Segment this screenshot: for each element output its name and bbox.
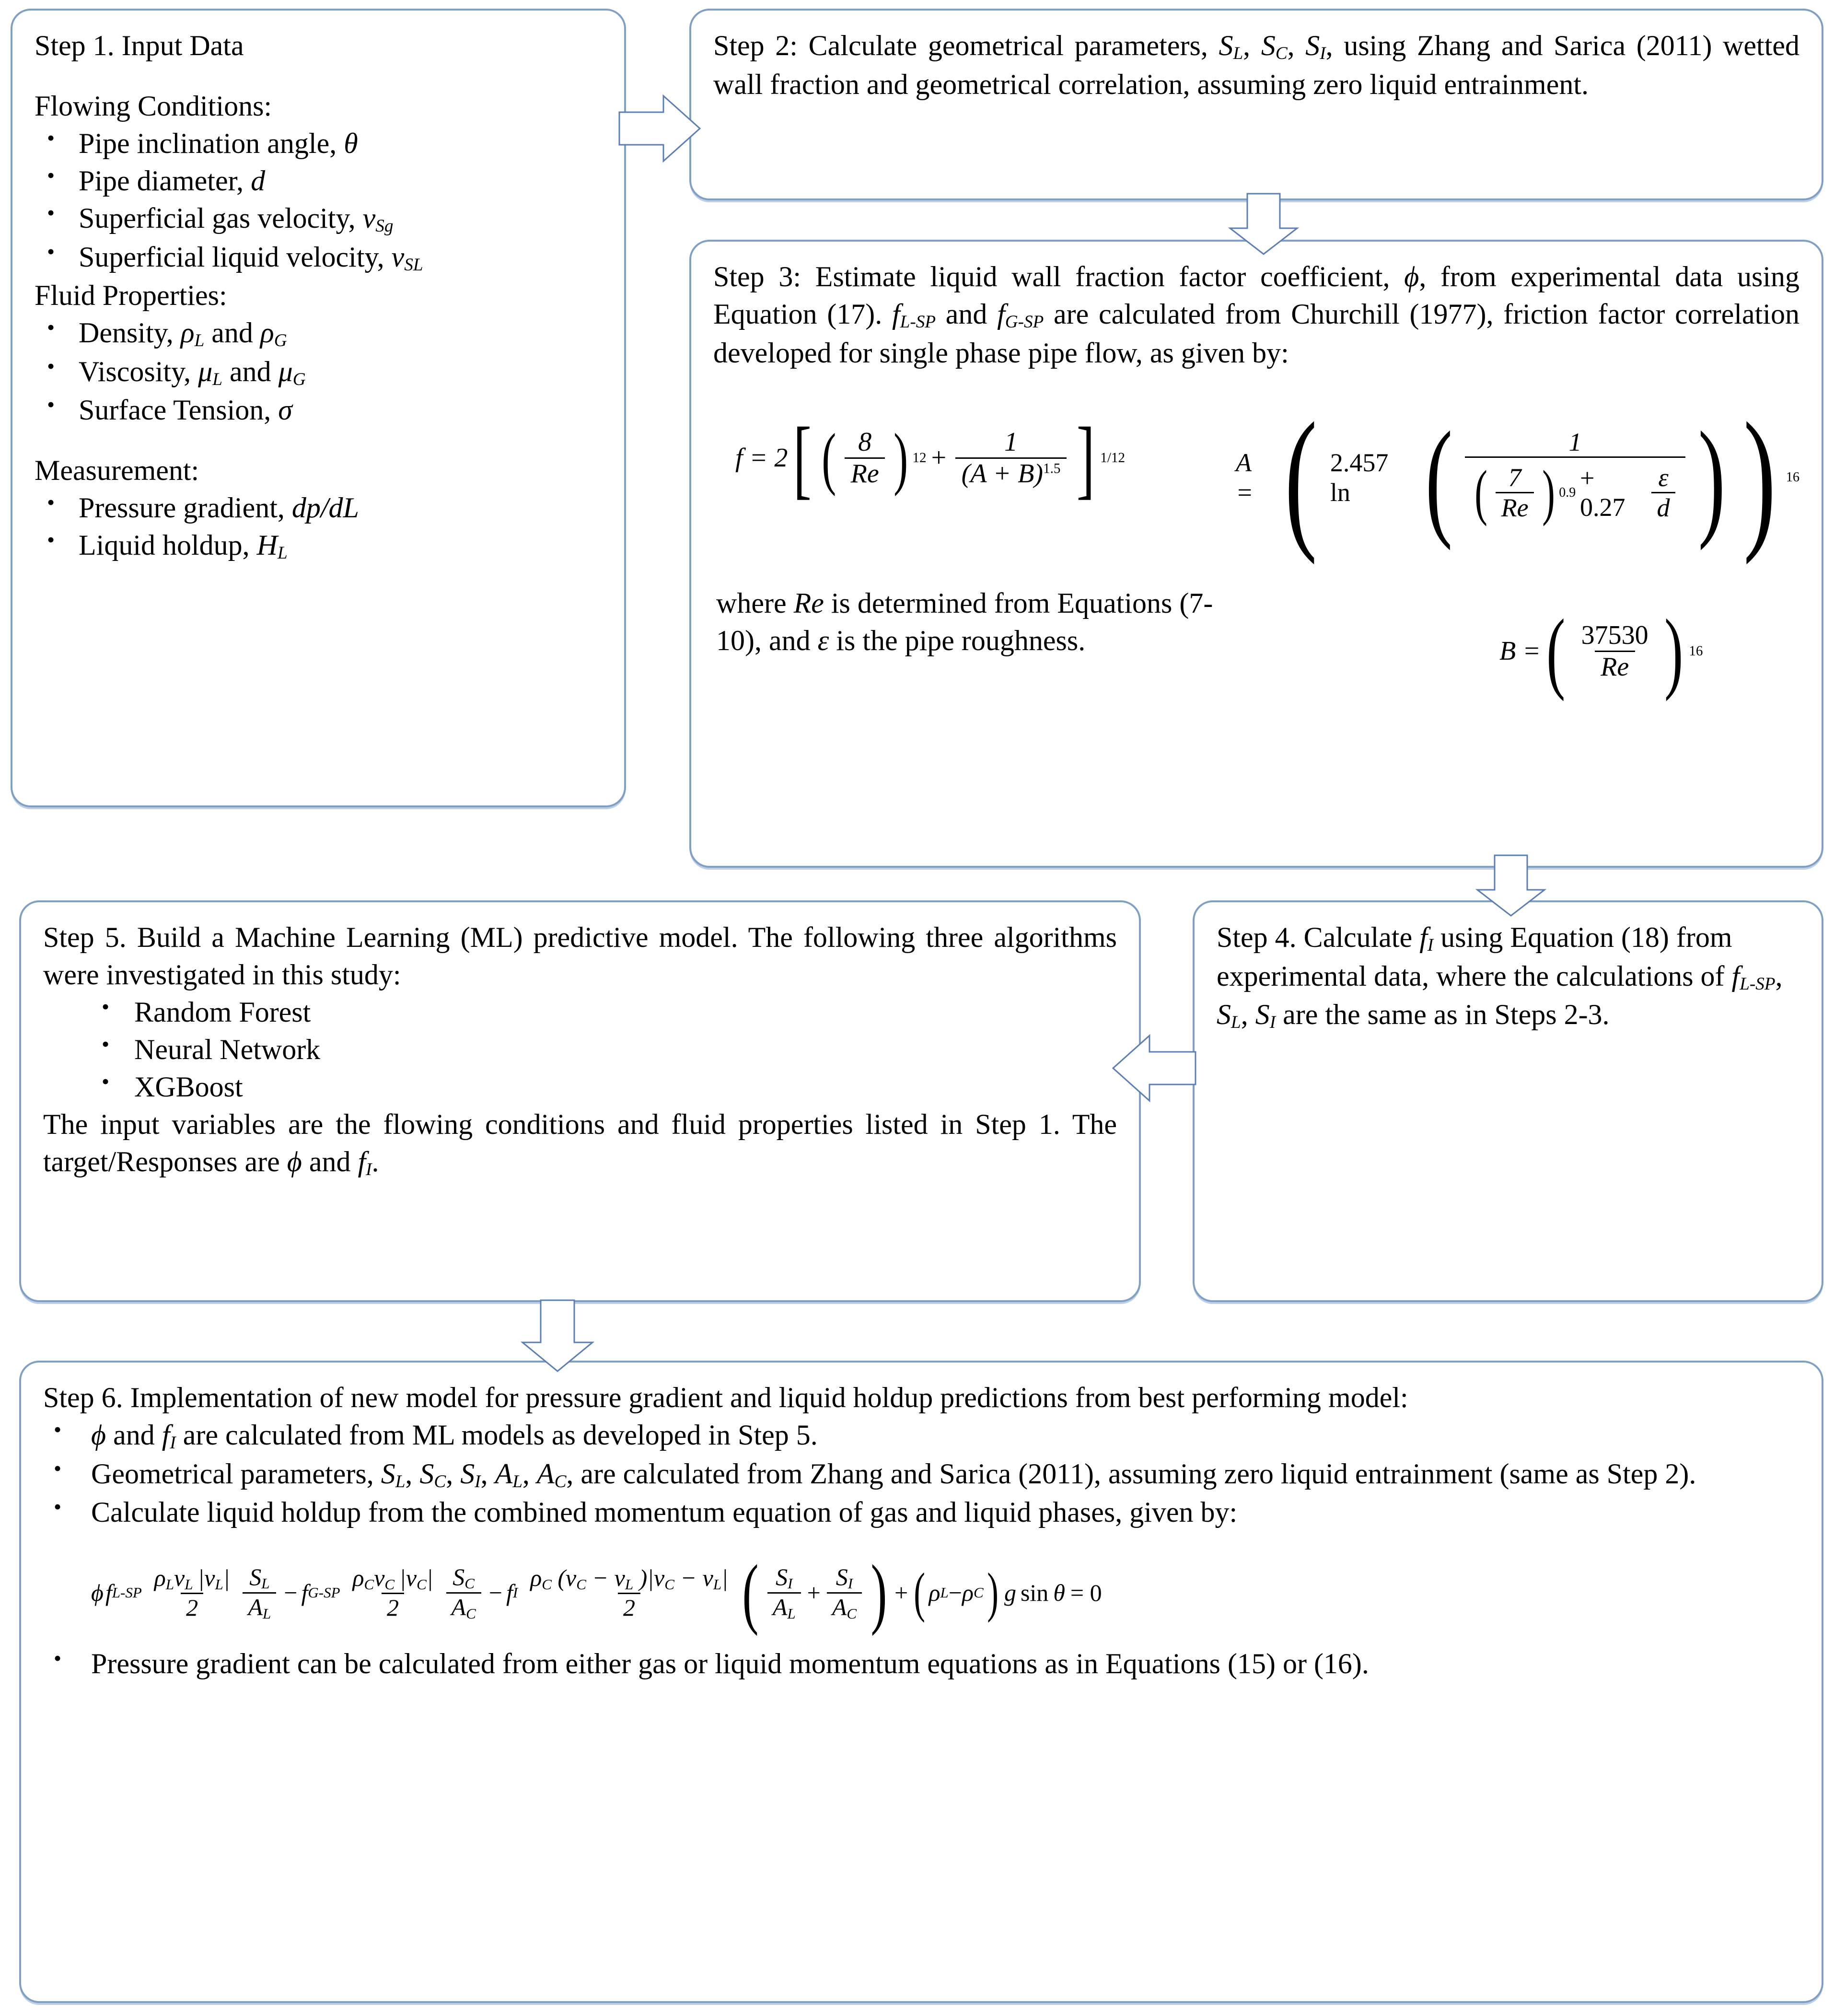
list-item: • Calculate liquid holdup from the combined momentum equation of gas and liquid phases, given by:: [43, 1493, 1799, 1531]
list-item: • Pipe inclination angle, θ: [35, 125, 602, 162]
list-item: • Pipe diameter, d: [35, 162, 602, 199]
step-3-text: Step 3: Estimate liquid wall fraction factor coefficient, ϕ, from experimental data using Equation (17). $f_{L-SP}$ and $f_{G-SP}$ are calculated from Churchill (1977), friction factor correlation developed for single phase pipe flow, as given by:: [713, 261, 1799, 369]
step-1-title: Step 1. Input Data: [35, 30, 244, 61]
arrow-step4-to-step5: [1111, 1030, 1196, 1107]
step-6-bullet-list: [43, 1416, 1799, 1531]
list-item: • Neural Network: [43, 1031, 1117, 1068]
step-6-bullet-list-2: [43, 1645, 1799, 1682]
list-item: • ϕ and $f_I$ are calculated from ML models as developed in Step 5.: [43, 1416, 1799, 1455]
step-3-equation-row: [713, 378, 1799, 584]
spacer: [35, 429, 602, 452]
equation-friction-factor: f = 2 [ ( $\frac{8}{Re}$ ) 12 + $\frac{1}{(A + B)^{1.5}}$ ] 1/12: [735, 408, 1126, 507]
list-item: • Density, $\rho_L$ and $\rho_G$: [35, 314, 602, 353]
list-item: • Liquid holdup, $H_L$: [35, 526, 602, 565]
list-item: • Pressure gradient, dp/dL: [35, 489, 602, 526]
arrow-step1-to-step2: [619, 90, 701, 167]
step-2-box: [689, 9, 1823, 200]
step-1-fluid-heading: Fluid Properties:: [35, 280, 227, 312]
arrow-step3-to-step4: [1473, 855, 1549, 917]
equation-A-term: A = ( 2.457 ln ( 1 ( $\frac{7}{Re}$ ) 0.9 + 0.27 $\frac{\varepsilon}{d}$ ) ) 16: [1236, 390, 1799, 565]
step-6-title: Step 6. Implementation of new model for pressure gradient and liquid holdup predictions from best performing model:: [43, 1382, 1408, 1413]
step-5-box: [19, 900, 1141, 1302]
step-5-outro: The input variables are the flowing conditions and fluid properties listed in Step 1. The target/Responses are ϕ and $f_I$.: [43, 1108, 1117, 1180]
step-4-box: [1193, 900, 1823, 1302]
list-item: • Surface Tension, σ: [35, 391, 602, 429]
step-1-box: [11, 9, 626, 807]
step-3-where-text: where Re is determined from Equations (7-10), and ε is the pipe roughness.: [716, 587, 1213, 656]
step-1-measurement-heading: Measurement:: [35, 454, 199, 487]
step-3-footer-row: [713, 584, 1799, 709]
step-2-text: Step 2: Calculate geometrical parameters, $S_L$, $S_C$, $S_I$, using Zhang and Sarica (2011) wetted wall fraction and geometrical correlation, assuming zero liquid entrainment.: [713, 30, 1800, 100]
list-item: • Pressure gradient can be calculated from either gas or liquid momentum equations as in Equations (15) or (16).: [43, 1645, 1799, 1682]
step-1-measurement-list: [35, 489, 602, 565]
arrow-step2-to-step3: [1225, 194, 1302, 255]
equation-B-term: B = ( $\frac{37530}{Re}$ ) 16: [1499, 600, 1703, 702]
step-1-fluid-list: [35, 314, 602, 429]
step-3-box: [689, 240, 1823, 868]
step-1-flowing-heading: Flowing Conditions:: [35, 90, 272, 122]
step-5-intro: Step 5. Build a Machine Learning (ML) predictive model. The following three algorithms were investigated in this study:: [43, 921, 1117, 991]
list-item: • XGBoost: [43, 1068, 1117, 1106]
list-item: • Superficial liquid velocity, $v_{SL}$: [35, 238, 602, 277]
step-1-flowing-list: [35, 125, 602, 277]
step-5-algorithm-list: [43, 993, 1117, 1106]
list-item: • Viscosity, $\mu_L$ and $\mu_G$: [35, 353, 602, 392]
list-item: • Superficial gas velocity, $v_{Sg}$: [35, 199, 602, 238]
step-6-box: [19, 1361, 1823, 2003]
arrow-step5-to-step6: [517, 1300, 598, 1372]
equation-combined-momentum: ϕ f L-SP $\frac{\rho_Lv_L |v_L|}{2}$ $\frac{S_L}{A_L}$ − f G-SP $\frac{\rho_Cv_C |v_C|}{2}$ $\frac{S_C}{A_C}$ − f I $\frac{\rho_C (v_C - v_L )|v_C - v_L|}{2}$ ( $\frac{S_I}{A_L}$ + $\frac{S_I}{A_C}$ ) + ( ρ L − ρ C ) g sin θ = 0: [91, 1549, 1102, 1637]
step-4-text: Step 4. Calculate $f_I$ using Equation (18) from experimental data, where the calculations of $f_{L-SP}$, $S_L$, $S_I$ are the same as in Steps 2-3.: [1217, 921, 1783, 1033]
list-item: • Geometrical parameters, $S_L$, $S_C$, $S_I$, $A_L$, $A_C$, are calculated from Zhang and Sarica (2011), assuming zero liquid entrainment (same as Step 2).: [43, 1455, 1799, 1494]
spacer: [35, 64, 602, 87]
list-item: • Random Forest: [43, 993, 1117, 1031]
